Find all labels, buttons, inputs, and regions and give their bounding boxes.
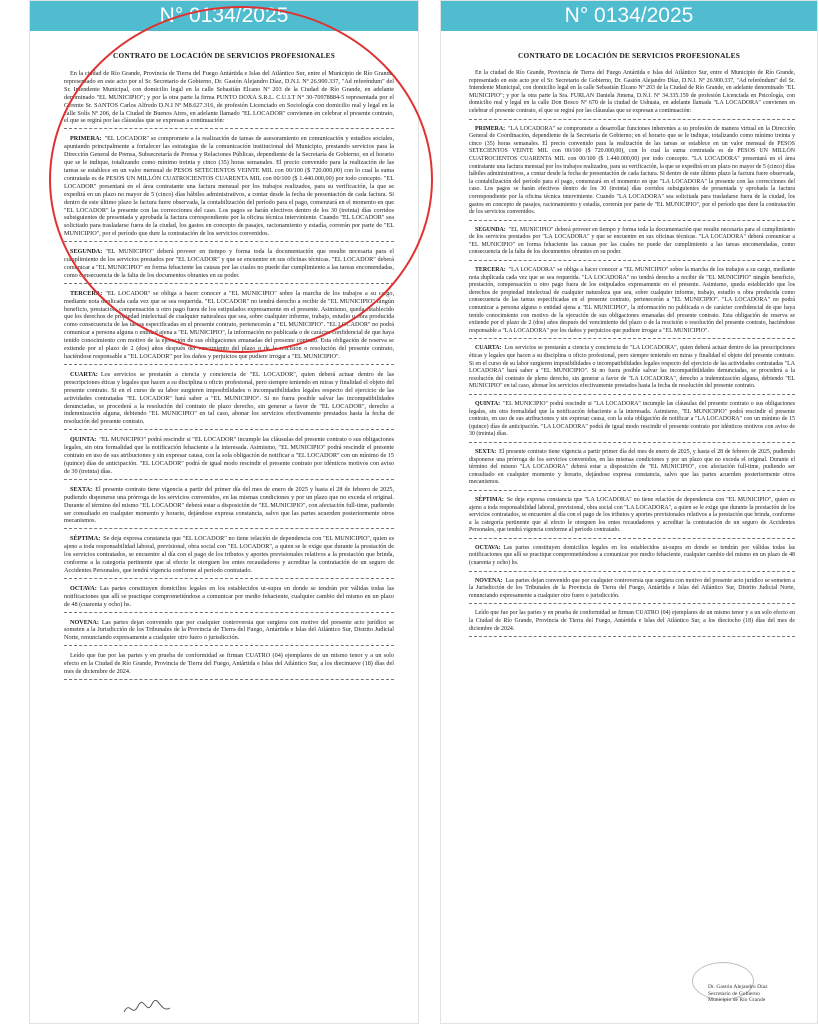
clause-paragraph bbox=[469, 578, 795, 601]
clause-paragraph bbox=[64, 371, 394, 426]
handwritten-signature bbox=[122, 996, 174, 1020]
dashed-divider bbox=[469, 636, 795, 637]
clause-paragraph bbox=[469, 345, 795, 391]
clause-paragraph bbox=[469, 227, 795, 257]
contract-paragraph bbox=[64, 652, 394, 676]
clause-text: Los servicios se prestarán a ciencia y conciencia de "EL LOCADOR", quien deberá actuar dentro de las prescripciones éticas y legales que hacen a su disciplina u oficio profesional, pero siempre teniendo en miras y finalidad el objeto del presente contrato. Si en el curso de su labor surgieren imposibilidades o incompatibilidades legales respecto del ejercicio de las actividades contratadas "EL LOCADOR" hará saber a "EL MUNICIPIO". Si no fuera posible salvar las incompatibilidades denunciadas, se procederá a la resolución del contrato de plazo derecho, sin generar a favor de "EL LOCADOR", derecho a indemnización alguna, debiendo "EL MUNICIPIO" en tal caso, abonar los servicios efectivamente prestados hasta la fecha de resolución del presente contrato. bbox=[64, 370, 394, 426]
clause-text: Las partes constituyen domicilios legales en los establecidos ut-supra en donde se tendrán por válidas todas las notificaciones que allí se practique comprometiéndose a comunicar por medio fehaciente, cualquier cambio del mismo en un plazo de 48 (cuarenta y ocho) hs. bbox=[469, 544, 795, 567]
clause-text: Leído que fue por las partes y en prueba de conformidad se firman CUATRO (04) ejemplares de un mismo tenor y a un solo efecto en la Ciudad de Río Grande, Provincia de Tierra del Fuego, Antártida e Islas del Atlántico Sur, a los diecinueve (18) días del mes de diciembre de 2024. bbox=[64, 652, 394, 676]
dashed-divider bbox=[469, 603, 795, 604]
clause-paragraph bbox=[469, 126, 795, 217]
clause-text: Se deja expresa constancia que "EL LOCADOR" no tiene relación de dependencia con "EL MUNICIPIO", quien es ajeno a toda responsabilidad laboral, previsional, obra social con "EL LOCADOR", a quien se le exige que durante la prestación de los servicios contratados, se encuentre al día con el pago de los tributos y aportes previsionales relativos a la prestación que brinda, conforme a la categoría pertinente que al efecto le otorguen los entes recaudadores y acreditar la contratación de un seguro de Accidentes Personales, que tendrá vigencia conforme al período contratado. bbox=[64, 535, 394, 574]
dashed-divider bbox=[64, 364, 394, 365]
clause-text: "EL MUNICIPIO" deberá proveer en tiempo y forma toda la documentación que resulte necesaria para el cumplimiento de los servicios prestados por "EL LOCADOR" y que se encuentre en sus oficinas técnicas. "EL LOCADOR" deberá comunicar a "EL MUNICIPIO" en forma fehaciente las causas por las cuales no puede dar cumplimiento a las tareas encomendadas, como consecuencia de la falta de los documentos obrantes en su poder. bbox=[64, 248, 394, 279]
dashed-divider bbox=[64, 283, 394, 284]
dashed-divider bbox=[64, 645, 394, 646]
dashed-divider bbox=[64, 612, 394, 613]
dashed-divider bbox=[469, 538, 795, 539]
dashed-divider bbox=[64, 479, 394, 480]
clause-text: Leído que fue por las partes y en prueba de conformidad se firman CUATRO (04) ejemplares de un mismo tenor y a un solo efecto en la Ciudad de Río Grande, Provincia de Tierra del Fuego, Antártida e Islas del Atlántico Sur, a los dieciocho (18) días del mes de diciembre de 2024. bbox=[469, 610, 795, 632]
stamp-name: Dr. Gastón Alejandro Díaz bbox=[708, 984, 768, 990]
clause-heading: SEXTA: bbox=[475, 448, 497, 455]
clause-heading: OCTAVA: bbox=[475, 544, 501, 551]
clause-heading: PRIMERA: bbox=[475, 125, 506, 132]
clause-heading: SEGUNDA: bbox=[475, 226, 506, 233]
clause-text: En la ciudad de Río Grande, Provincia de Tierra del Fuego Antártida e Islas del Atlántico Sur, entre el Municipio de Río Grande, representado en este acto por el Sr. Secretario de Gobierno, Dr. Gastón Alejandro Díaz, D.N.I. Nº 26.900.337, "Ad referéndum" del Sr. Intendente Municipal, con domicilio legal en la calle Sebastián Elcano Nº 203 de la Ciudad de Río Grande, en adelante denominado "EL MUNICIPIO"; y por la otra parte la firma PUNTO DOXA S.R.L. C.U.I.T N° 30-70978884-5 representada por el Gerente Sr. SANTOS Carlos Alfredo D.N.I Nº M8.627.316, de profesión Licenciado en Sociología con domicilio real y legal en la calle Solís Nº 206, de la Ciudad de Buenos Aires, en adelante llamado "EL LOCADOR" convienen en celebrar el presente contrato, el que se regirá por las cláusulas que se expresan a continuación: bbox=[64, 70, 394, 125]
clause-paragraph bbox=[64, 248, 394, 280]
contract-body bbox=[441, 70, 817, 637]
dashed-divider bbox=[64, 241, 394, 242]
dashed-divider bbox=[469, 260, 795, 261]
clause-heading: TERCERA: bbox=[475, 267, 506, 274]
contract-number: N° 0134/2025 bbox=[159, 4, 289, 27]
clause-paragraph bbox=[469, 449, 795, 487]
clause-paragraph bbox=[469, 545, 795, 568]
stamp-role: Secretario de Gobierno bbox=[708, 990, 760, 997]
contract-body bbox=[30, 70, 418, 680]
clause-text: El presente contrato tiene vigencia a partir del primer día del mes de enero de 2025 y hasta el 28 de febrero de 2025, pudiendo disponerse una prórroga de los servicios convenidos, en las mismas condiciones y por un plazo que no exceda el original. Durante el término del mismo "EL LOCADOR" deberá estar a disposición de "EL MUNICIPIO", con afectación full-time, pudiendo ser consultado en cualquier momento y horario, dejándose expresa constancia, salvo que las partes acuerden posteriormente otros mecanismos. bbox=[64, 485, 394, 525]
clause-heading: TERCERA: bbox=[70, 289, 103, 297]
dashed-divider bbox=[469, 442, 795, 443]
clause-text: "EL LOCADOR" se obliga a hacer conocer a "EL MUNICIPIO" sobre la marcha de los trabajos a su cargo, mediante nota duplicada cada vez que se sea requerida. "EL LOCADOR" no tendrá derecho a recibir de "EL MUNICIPIO" ningún beneficio, prestación, compensación u otro pago fuera de los estipulados expresamente en el presente. Asimismo, queda establecido que los derechos de propiedad intelectual de cualquier naturaleza que sea, sobre cualquier informe, trabajo, estudio u obra producida como consecuencia de las tareas especificadas en el presente contrato, pertenecerán a "EL MUNICIPIO". "EL LOCADOR" no podrá comunicar a persona alguna o entidad ajena a "EL MUNICIPIO", la información no publicada o de carácter confidencial de que haya tenido conocimiento con motivo de la ejecución de sus obligaciones emanadas del presente contrato. Esta obligación de reserva se extiende por el plazo de 2 (dos) años después del vencimiento del plazo o de la rescisión o resolución del presente contrato, haciéndose responsable a "EL LOCADOR" por los daños y perjuicios que pudiere irrogar a "EL MUNICIPIO". bbox=[64, 289, 394, 360]
clause-heading: CUARTA: bbox=[475, 345, 502, 352]
contract-paragraph bbox=[469, 70, 795, 116]
clause-text: "EL MUNICIPIO" podrá rescindir si "EL LOCADOR" incumple las cláusulas del presente contrato o sus obligaciones legales, sin otra formalidad que la notificación fehaciente a la interesada. Asimismo, "EL MUNICIPIO" podrá rescindir el presente contrato en uso de sus atribuciones y sin expresar causa, con la sola obligación de notificar a "EL LOCADOR" con un mínimo de 15 (quince) días de anticipación. "EL LOCADOR" podrá de igual modo rescindir el presente contrato por idénticos motivos con aviso de 30 (treinta) días. bbox=[64, 436, 394, 475]
clause-heading: SÉPTIMA: bbox=[70, 535, 101, 543]
dashed-divider bbox=[469, 220, 795, 221]
clause-text: El presente contrato tiene vigencia a partir primer día del mes de enero de 2025, y hasta el 28 de febrero de 2025, pudiendo disponerse una prórroga de los servicios convenidos, en las mismas condiciones y por un plazo que no exceda el original. Durante el término del mismo "LA LOCADORA" deberá estar a disposición de "EL MUNICIPIO", con afectación full-time, pudiendo ser consultado en cualquier momento y horario, dejándose expresa constancia, salvo que las partes acuerden posteriormente otros mecanismos. bbox=[469, 448, 795, 486]
dashed-divider bbox=[469, 490, 795, 491]
number-banner bbox=[441, 1, 817, 31]
clause-heading: NOVENA: bbox=[475, 577, 503, 584]
clause-paragraph bbox=[64, 486, 394, 526]
clause-text: Las partes dejan convenido que por cualquier controversia que surgiera con motivo del presente acto jurídico se someten a la Jurisdicción de los Tribunales de la Provincia de Tierra del Fuego, Antártida e Islas del Atlántico Sur, Distrito Judicial Norte, renunciando expresamente a cualquier otro fuero o jurisdicción. bbox=[64, 618, 394, 642]
contract-paragraph bbox=[469, 610, 795, 633]
clause-paragraph bbox=[64, 585, 394, 609]
clause-paragraph bbox=[469, 267, 795, 335]
clause-paragraph bbox=[469, 497, 795, 535]
clause-text: Las partes dejan convenido que por cualquier controversia que surgiera con motivo del presente acto jurídico se someten a la Jurisdicción de los Tribunales de la Provincia de Tierra del Fuego, Antártida e Islas del Atlántico Sur, Distrito Judicial Norte, renunciando expresamente a cualquier otro fuero o jurisdicción. bbox=[469, 577, 795, 599]
stamp-org: Municipio de Río Grande bbox=[708, 997, 766, 1004]
clause-heading: QUINTA: bbox=[70, 436, 97, 444]
clause-paragraph bbox=[64, 135, 394, 238]
contract-title: CONTRATO DE LOCACIÓN DE SERVICIOS PROFESIONALES bbox=[113, 51, 335, 60]
clause-text: Se deja expresa constancia que "LA LOCADORA" no tiene relación de dependencia con "EL MUNICIPIO", quien es ajeno a toda responsabilidad laboral, previsional, obra social con "LA LOCADORA", a quien se le exige que durante la prestación de los servicios contratados, se encuentre al día con el pago de los tributos y aportes previsionales relativos a la prestación que brinda, conforme a la categoría pertinente que al efecto le otorguen los entes recaudadores y acreditar la contratación de un seguro de Accidentes Personales, que tendrá vigencia conforme al período contratado. bbox=[469, 496, 795, 534]
official-stamp bbox=[690, 962, 810, 1022]
clause-heading: PRIMERA: bbox=[70, 135, 102, 143]
dashed-divider bbox=[469, 571, 795, 572]
clause-text: Los servicios se prestarán a ciencia y conciencia de "LA LOCADORA", quien deberá actuar dentro de las prescripciones éticas y legales que hacen a su disciplina u oficio profesional, pero siempre teniendo en miras y finalidad el objeto del presente contrato. Si en el curso de su labor surgieren imposibilidades o incompatibilidades legales respecto del ejercicio de las actividades contratadas "LA LOCADORA" hará saber a "EL MUNICIPIO". Si no fuera posible salvar las incompatibilidades denunciadas, se procederá a la resolución del contrato de pleno derecho, sin generar a favor de "LA LOCADORA", derecho a indemnización alguna, debiendo "EL MUNICIPIO" en tal caso, abonar los servicios efectivamente prestados hasta la fecha de resolución del presente contrato. bbox=[469, 345, 795, 390]
contract-page-left bbox=[29, 0, 419, 1024]
clause-heading: SEXTA: bbox=[70, 485, 93, 493]
clause-text: "EL MUNICIPIO" deberá proveer en tiempo y forma toda la documentación que resulte necesaria para el cumplimiento de los servicios prestados por "LA LOCADORA" y que se encuentre en sus oficinas técnicas. "LA LOCADORA" deberá comunicar a "EL MUNICIPIO" en forma fehaciente las causas por las cuales no puede dar cumplimiento a las tareas encomendadas, como consecuencia de la falta de los documentos obrantes en su poder. bbox=[469, 226, 795, 256]
contract-paragraph bbox=[64, 70, 394, 125]
clause-heading: SEGUNDA: bbox=[70, 248, 103, 256]
number-banner bbox=[30, 1, 418, 31]
clause-paragraph bbox=[64, 535, 394, 575]
clause-text: En la ciudad de Río Grande, Provincia de Tierra del Fuego Antártida e Islas del Atlántico Sur, entre el Municipio de Río Grande, representado en este acto por el Sr. Secretario de Gobierno, Dr. Gastón Alejandro Díaz, D.N.I. Nº 26.900.337, "Ad referéndum" del Sr. Intendente Municipal, con domicilio legal en la calle Sebastián Elcano Nº 203 de la Ciudad de Río Grande, en adelante denominado "EL MUNICIPIO"; y por la otra parte la Sra. FURLAN Daniela Jimena, D.N.I. Nº 34.335.159 de profesión Licenciada en Psicología, con domicilio real y legal en la calle Don Bosco Nº 670 de la ciudad de Ushuaia, en adelante llamada "LA LOCADORA" convienen en celebrar el presente contrato, el que se regirá por las cláusulas que se expresan a continuación: bbox=[469, 70, 795, 114]
clause-text: "LA LOCADORA" se obliga a hacer conocer a "EL MUNICIPIO" sobre la marcha de los trabajos a su cargo, mediante nota duplicada cada vez que se sea requerida. "LA LOCADORA" no tendrá derecho a recibir de "EL MUNICIPIO" ningún beneficio, prestación, compensación u otro pago fuera de los estipulados expresamente en el presente. Asimismo, queda establecido que los derechos de propiedad intelectual de cualquier naturaleza que sea, sobre cualquier informe, trabajo, estudio u obra producida como consecuencia de las tareas especificadas en el presente contrato, pertenecerán a "EL MUNICIPIO". "LA LOCADORA" no podrá comunicar a persona alguna o entidad ajena a "EL MUNICIPIO", la información no publicada o de carácter confidencial de que haya tenido conocimiento con motivo de la ejecución de sus obligaciones emanadas del presente contrato. Esta obligación de reserva se extiende por el plazo de 2 (dos) años después del vencimiento del plazo o de la rescisión o resolución del presente contrato, haciéndose responsable a "LA LOCADORA" por los daños y perjuicios que pudiere irrogar a "EL MUNICIPIO". bbox=[469, 267, 795, 334]
dashed-divider bbox=[64, 679, 394, 680]
clause-text: Las partes constituyen domicilios legales en los establecidos ut-supra en donde se tendrán por válidas todas las notificaciones que allí se practique comprometiéndose a comunicar por medio fehaciente, cualquier cambio del mismo en un plazo de 48 (cuarenta y ocho) hs. bbox=[64, 584, 394, 608]
clause-heading: CUARTA: bbox=[70, 370, 98, 378]
clause-text: "LA LOCADORA" se compromete a desarrollar funciones inherentes a su profesión de manera virtual en la Dirección General de Coordinación, dependiente de la Secretaría de Gobierno; en el horario que se le indique, totalizando como mínimo treinta y cinco (35) horas semanales. El precio convenido para la realización de las tareas se establece en un valor mensual de PESOS SETECIENTOS VEINTE MIL con 00/100 ($ 720.000,00), con lo cual la suma contratada es de PESOS UN MILLÓN CUATROCIENTOS CUARENTA MIL con 00/100 ($ 1.440.000,00) por todo concepto. "LA LOCADORA" presentará en el área contratante una factura mensual por los trabajos realizados, para su verificación, la que se expedirá en un plazo no mayor de 5 (cinco) días hábiles administrativos, a contar desde la fecha de presentación de cada factura. Si dentro de este último plazo la factura fuere observada, la contabilización del período para el pago, comenzará en el momento en que "LA LOCADORA" la presente con las correcciones del caso. Los pagos se harán efectivos dentro de los 30 (treinta) días corridos subsiguientes de presentada y aprobada la factura correspondiente por la oficina técnica interviniente. Cuando "LA LOCADORA" sea solicitada para trasladarse fuera de la ciudad, los gastos en concepto de pasajes, racionamiento y estadía, correrán por parte de "EL MUNICIPIO", por el período que dure la contratación de los servicios convenidos. bbox=[469, 125, 795, 216]
clause-heading: OCTAVA: bbox=[70, 584, 97, 592]
clause-text: "EL LOCADOR" se compromete a la realización de tareas de asesoramiento en comunicación y estudios sociales, apuntando principalmente a fortalecer las estrategias de la comunicación institucional del Municipio, prestando servicios para la Dirección General de Prensa, Subsecretaría de Prensa y Relaciones Públicas, dependiente de la Secretaría de Gobierno, en el horario que se le indique, totalizando como mínimo treinta y cinco (35) horas semanales. El precio convenido para la realización de las tareas se establece en un valor mensual de PESOS SETECIENTOS VEINTE MIL con 00/100 ($ 720.000,00) con lo cual la suma contratada es de PESOS UN MILLÓN CUATROCIENTOS CUARENTA MIL con 00/100 ($ 1.440.000,00) por todo concepto. "EL LOCADOR" presentará en el área contratante una factura mensual por los trabajos realizados, para su verificación, la que se expedirá en un plazo no mayor de 5 (cinco) días hábiles administrativos, a contar desde la fecha de presentación de cada factura. Si dentro de este último plazo la factura fuere observada, la contabilización del período para el pago, comenzará en el momento en que "EL LOCADOR" la presente con las correcciones del caso. Los pagos se harán efectivos dentro de los 30 (treinta) días corridos subsiguientes de presentada y aprobada la factura correspondiente por la oficina técnica interviniente. Cuando "EL LOCADOR" sea solicitado para trasladarse fuera de la ciudad, los gastos en concepto de pasajes, racionamiento y estadía, correrán por parte de "EL MUNICIPIO", por el período que dure la contratación de los servicios convenidos. bbox=[64, 135, 394, 238]
clause-paragraph bbox=[64, 619, 394, 643]
dashed-divider bbox=[469, 119, 795, 120]
dashed-divider bbox=[64, 429, 394, 430]
clause-heading: SÉPTIMA: bbox=[475, 496, 504, 503]
clause-paragraph bbox=[469, 401, 795, 439]
dashed-divider bbox=[64, 528, 394, 529]
clause-paragraph bbox=[64, 290, 394, 361]
dashed-divider bbox=[64, 578, 394, 579]
clause-paragraph bbox=[64, 436, 394, 476]
contract-page-right bbox=[440, 0, 818, 1024]
contract-number: N° 0134/2025 bbox=[564, 4, 694, 27]
clause-heading: NOVENA: bbox=[70, 618, 99, 626]
dashed-divider bbox=[469, 394, 795, 395]
dashed-divider bbox=[64, 128, 394, 129]
clause-text: "EL MUNICIPIO" podrá rescindir si "LA LOCADORA" incumple las cláusulas del presente contrato o sus obligaciones legales, sin otra formalidad que la notificación fehaciente a la interesada. Asimismo, "EL MUNICIPIO" podrá rescindir el presente contrato, en uso de sus atribuciones y sin expresar causa, con la sola obligación de notificar a "LA LOCADORA" con un mínimo de 15 (quince) días de anticipación. "LA LOCADORA" podrá de igual modo rescindir el presente contrato por idénticos motivos con aviso de 30 (treinta) días. bbox=[469, 400, 795, 438]
contract-title: CONTRATO DE LOCACIÓN DE SERVICIOS PROFESIONALES bbox=[518, 51, 740, 60]
clause-heading: QUINTA: bbox=[475, 400, 501, 407]
dashed-divider bbox=[469, 338, 795, 339]
